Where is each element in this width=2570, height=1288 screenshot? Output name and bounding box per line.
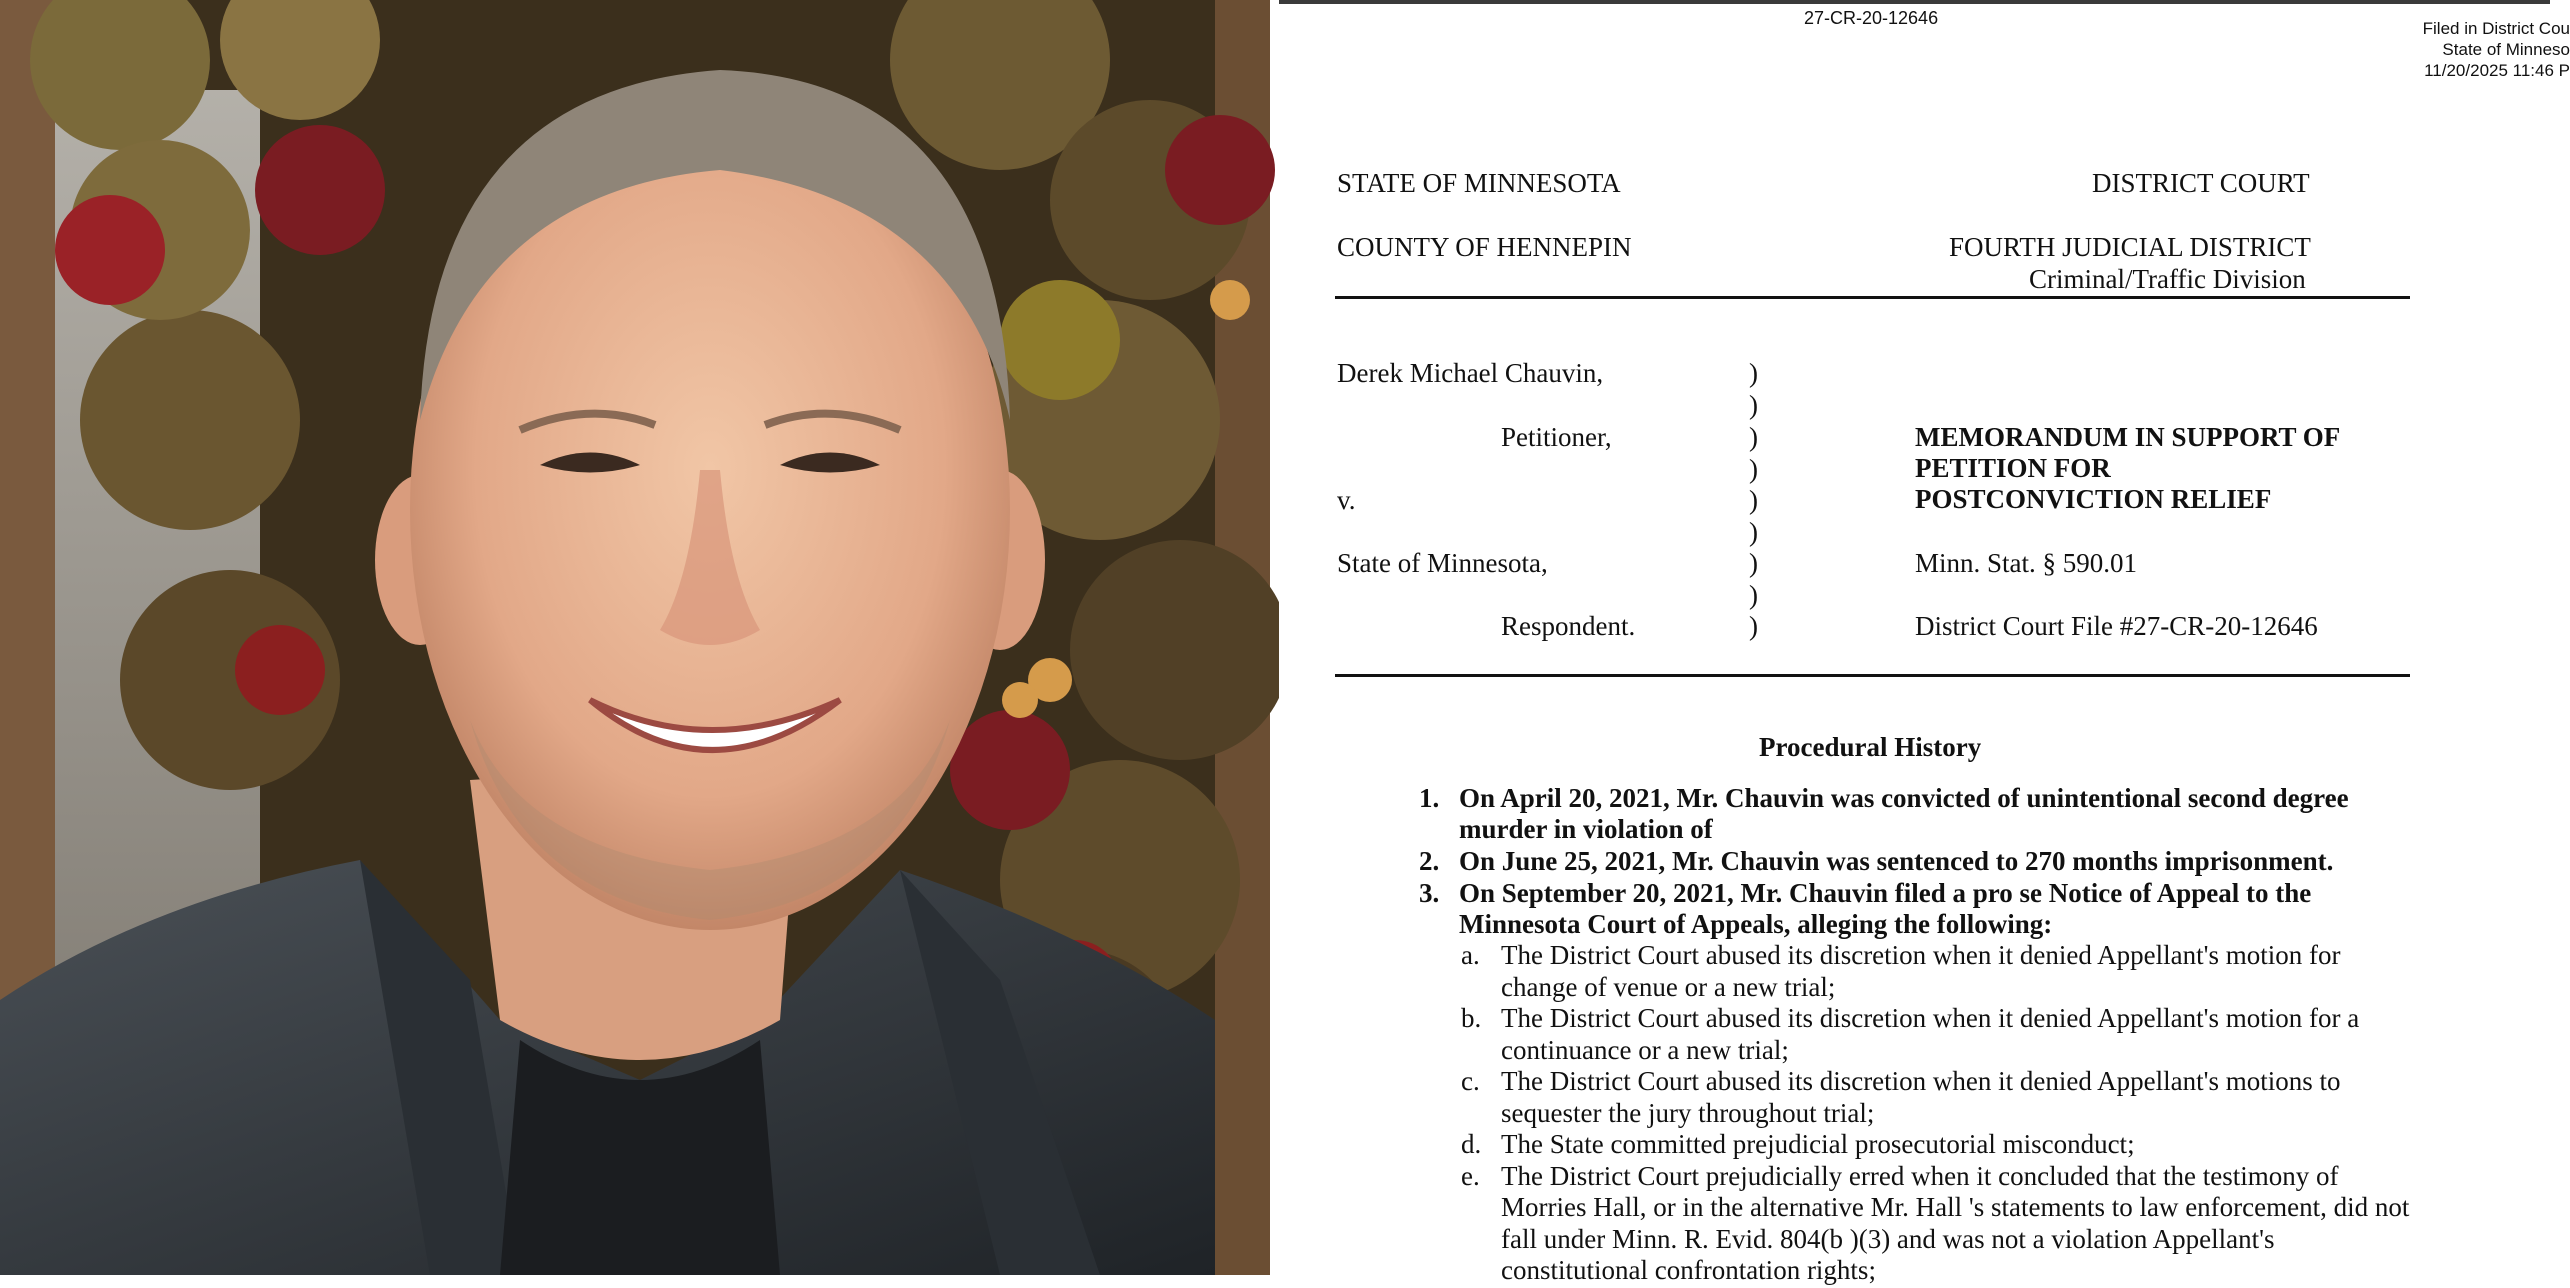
memo-title — [1915, 422, 2340, 515]
respondent-role: Respondent. — [1501, 611, 1636, 641]
item-text: On June 25, 2021, Mr. Chauvin was sentenced to 270 months imprisonment. — [1459, 846, 2334, 876]
caption-paren: ) — [1749, 548, 1758, 578]
sub-item-text: The District Court abused its discretion when it denied Appellant's motion for change of venue or a new trial; — [1501, 940, 2341, 1002]
caption-paren: ) — [1749, 580, 1758, 610]
caption-rule-top — [1335, 296, 2410, 299]
sub-item-letter: b. — [1461, 1003, 1482, 1033]
item-text: On April 20, 2021, Mr. Chauvin was convicted of unintentional second degree murder in violation of — [1459, 783, 2349, 844]
filing-stamp-line: State of Minneso — [2442, 40, 2570, 59]
court-document — [1279, 0, 2570, 1285]
filing-stamp-line: 11/20/2025 11:46 P — [2424, 61, 2570, 80]
sub-list-item — [1419, 940, 2419, 1003]
item-number: 3. — [1419, 878, 1440, 908]
sub-item-text: The District Court prejudicially erred when it concluded that the testimony of Morries Hall, or in the alternative Mr. Hall 's statements to law enforcement, did not fall under Minn. R. Evid. 804(b )(3) and was not a violation Appellant's constitutional confrontation rights; — [1501, 1160, 2410, 1285]
caption-court: DISTRICT COURT — [2092, 168, 2310, 198]
caption-state: STATE OF MINNESOTA — [1337, 168, 1621, 198]
procedural-history-list — [1419, 783, 2419, 1288]
petitioner-role: Petitioner, — [1501, 422, 1612, 452]
filing-stamp-line: Filed in District Cou — [2422, 19, 2570, 38]
caption-paren: ) — [1749, 517, 1758, 547]
document-top-border — [1279, 0, 2550, 4]
sub-item-text: The District Court abused its discretion when it denied Appellant's motions to sequester the jury throughout trial; — [1501, 1066, 2341, 1128]
sub-list-item — [1419, 1129, 2419, 1161]
item-number: 1. — [1419, 783, 1440, 813]
caption-paren: ) — [1749, 390, 1758, 420]
sub-item-letter: e. — [1461, 1160, 1480, 1191]
sub-item-letter: d. — [1461, 1129, 1482, 1159]
portrait-photo — [0, 0, 1270, 1275]
item-number: 2. — [1419, 846, 1440, 876]
item-text: On September 20, 2021, Mr. Chauvin filed a pro se Notice of Appeal to the Minnesota Court of Appeals, alleging the following: — [1459, 878, 2312, 939]
list-item — [1419, 878, 2419, 1287]
sub-item-letter: a. — [1461, 940, 1480, 970]
caption-county: COUNTY OF HENNEPIN — [1337, 232, 1632, 262]
sub-list-item — [1419, 1003, 2419, 1066]
filing-stamp — [2423, 18, 2570, 81]
statute-reference: Minn. Stat. § 590.01 — [1915, 548, 2138, 578]
memo-title-line: POSTCONVICTION RELIEF — [1915, 484, 2272, 514]
sub-list — [1419, 940, 2419, 1287]
section-title: Procedural History — [1759, 732, 1982, 762]
caption-paren: ) — [1749, 611, 1758, 641]
versus: v. — [1337, 485, 1356, 515]
sub-item-text: The District Court abused its discretion when it denied Appellant's motion for a continuance or a new trial; — [1501, 1003, 2360, 1065]
district-court-file: District Court File #27-CR-20-12646 — [1915, 611, 2318, 641]
caption-paren: ) — [1749, 485, 1758, 515]
list-item — [1419, 846, 2419, 877]
sub-item-letter: c. — [1461, 1066, 1480, 1096]
caption-rule-bottom — [1335, 674, 2410, 677]
caption-paren: ) — [1749, 454, 1758, 484]
list-item — [1419, 783, 2419, 845]
caption-division: Criminal/Traffic Division — [2029, 264, 2306, 294]
petitioner-name: Derek Michael Chauvin, — [1337, 358, 1604, 388]
memo-title-line: PETITION FOR — [1915, 453, 2111, 483]
caption-district: FOURTH JUDICIAL DISTRICT — [1949, 232, 2311, 262]
memo-title-line: MEMORANDUM IN SUPPORT OF — [1915, 422, 2341, 452]
sub-list-item — [1419, 1161, 2419, 1287]
photo-panel — [0, 0, 1270, 1275]
respondent-name: State of Minnesota, — [1337, 548, 1548, 578]
caption-paren: ) — [1749, 358, 1758, 388]
header-file-number: 27-CR-20-12646 — [1804, 8, 1939, 28]
sub-item-text: The State committed prejudicial prosecutorial misconduct; — [1501, 1129, 2135, 1159]
sub-list-item — [1419, 1066, 2419, 1129]
caption-paren: ) — [1749, 422, 1758, 452]
